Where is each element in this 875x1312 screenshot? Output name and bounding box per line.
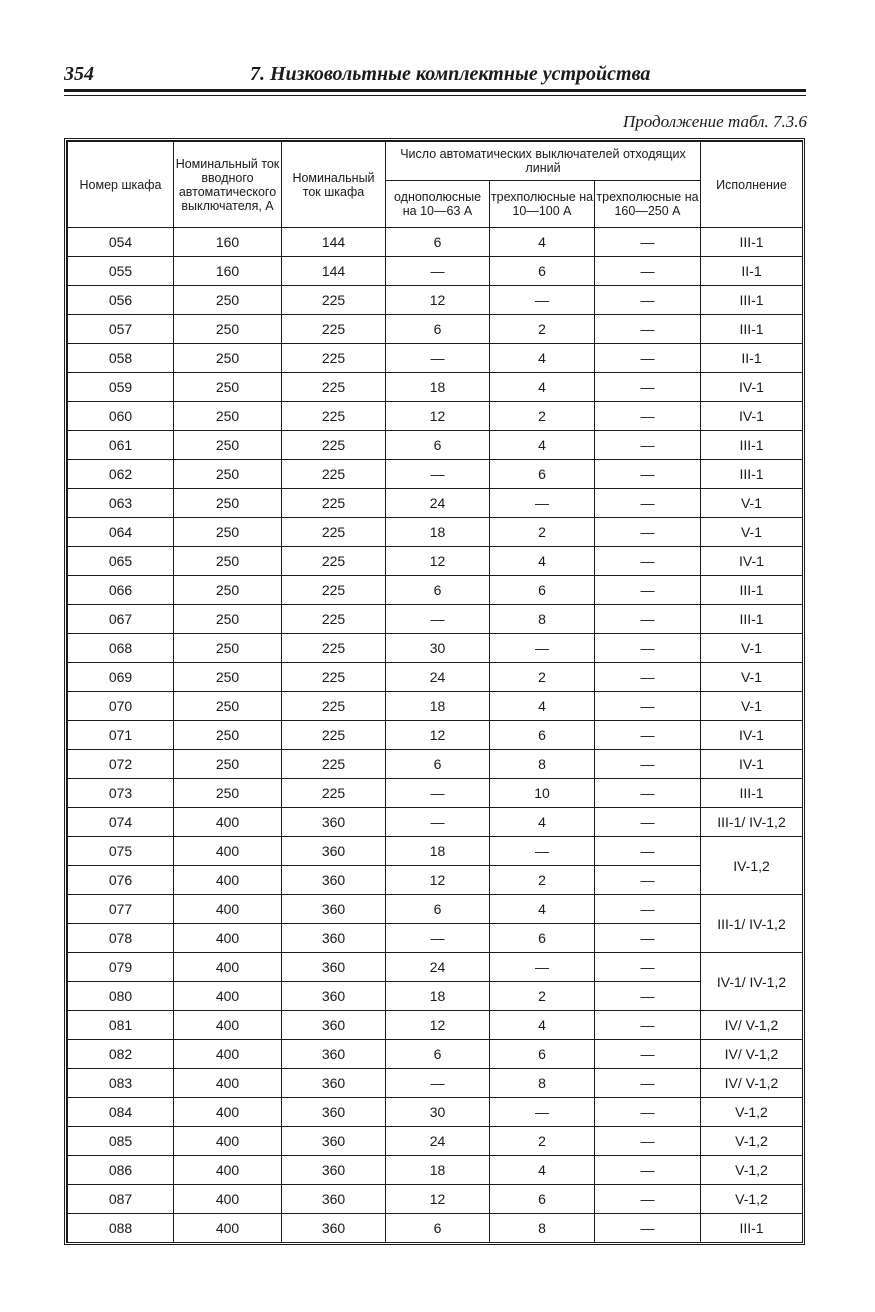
three-pole-100-cell: 2 bbox=[490, 315, 595, 344]
three-pole-250-cell: — bbox=[595, 489, 701, 518]
single-pole-cell: 6 bbox=[386, 315, 490, 344]
header-three-pole-100: трехполюсные на 10—100 А bbox=[490, 181, 595, 228]
table-row bbox=[68, 257, 803, 286]
three-pole-100-cell: 6 bbox=[490, 721, 595, 750]
three-pole-250-cell: — bbox=[595, 547, 701, 576]
cabinet-current-cell: 360 bbox=[282, 1069, 386, 1098]
three-pole-250-cell: — bbox=[595, 1185, 701, 1214]
table-row bbox=[68, 634, 803, 663]
three-pole-250-cell: — bbox=[595, 460, 701, 489]
cabinet-number-cell: 071 bbox=[68, 721, 174, 750]
input-current-cell: 250 bbox=[174, 634, 282, 663]
table-row bbox=[68, 866, 803, 895]
table-row bbox=[68, 518, 803, 547]
version-cell: III-1 bbox=[701, 779, 803, 808]
three-pole-100-cell: 4 bbox=[490, 431, 595, 460]
cabinet-number-cell: 056 bbox=[68, 286, 174, 315]
cabinet-number-cell: 064 bbox=[68, 518, 174, 547]
input-current-cell: 250 bbox=[174, 489, 282, 518]
cabinet-number-cell: 084 bbox=[68, 1098, 174, 1127]
three-pole-250-cell: — bbox=[595, 315, 701, 344]
input-current-cell: 400 bbox=[174, 808, 282, 837]
three-pole-100-cell: 2 bbox=[490, 866, 595, 895]
version-cell: IV-1/ IV-1,2 bbox=[701, 953, 803, 1011]
input-current-cell: 250 bbox=[174, 605, 282, 634]
single-pole-cell: — bbox=[386, 1069, 490, 1098]
three-pole-100-cell: 2 bbox=[490, 663, 595, 692]
three-pole-250-cell: — bbox=[595, 750, 701, 779]
input-current-cell: 250 bbox=[174, 373, 282, 402]
table-row bbox=[68, 547, 803, 576]
table-row bbox=[68, 315, 803, 344]
input-current-cell: 250 bbox=[174, 547, 282, 576]
input-current-cell: 400 bbox=[174, 1214, 282, 1243]
cabinet-number-cell: 065 bbox=[68, 547, 174, 576]
three-pole-250-cell: — bbox=[595, 228, 701, 257]
header-cabinet-current: Номинальный ток шкафа bbox=[282, 142, 386, 228]
three-pole-100-cell: 4 bbox=[490, 692, 595, 721]
cabinet-number-cell: 087 bbox=[68, 1185, 174, 1214]
three-pole-100-cell: 6 bbox=[490, 924, 595, 953]
cabinet-number-cell: 075 bbox=[68, 837, 174, 866]
table-row bbox=[68, 1011, 803, 1040]
input-current-cell: 400 bbox=[174, 1069, 282, 1098]
cabinet-current-cell: 225 bbox=[282, 605, 386, 634]
three-pole-100-cell: 6 bbox=[490, 1185, 595, 1214]
cabinet-current-cell: 360 bbox=[282, 1040, 386, 1069]
cabinet-current-cell: 225 bbox=[282, 402, 386, 431]
version-cell: III-1 bbox=[701, 460, 803, 489]
cabinet-number-cell: 073 bbox=[68, 779, 174, 808]
cabinet-number-cell: 088 bbox=[68, 1214, 174, 1243]
version-cell: V-1,2 bbox=[701, 1156, 803, 1185]
input-current-cell: 400 bbox=[174, 1185, 282, 1214]
three-pole-250-cell: — bbox=[595, 286, 701, 315]
version-cell: III-1 bbox=[701, 286, 803, 315]
version-cell: V-1,2 bbox=[701, 1127, 803, 1156]
cabinet-current-cell: 225 bbox=[282, 721, 386, 750]
cabinet-number-cell: 061 bbox=[68, 431, 174, 460]
input-current-cell: 250 bbox=[174, 721, 282, 750]
page-number: 354 bbox=[64, 63, 94, 85]
three-pole-100-cell: 8 bbox=[490, 750, 595, 779]
cabinet-current-cell: 225 bbox=[282, 634, 386, 663]
cabinet-number-cell: 060 bbox=[68, 402, 174, 431]
version-cell: III-1 bbox=[701, 605, 803, 634]
input-current-cell: 250 bbox=[174, 779, 282, 808]
version-cell: V-1,2 bbox=[701, 1098, 803, 1127]
cabinet-current-cell: 225 bbox=[282, 373, 386, 402]
version-cell: IV-1,2 bbox=[701, 837, 803, 895]
single-pole-cell: 12 bbox=[386, 1185, 490, 1214]
table-row bbox=[68, 721, 803, 750]
input-current-cell: 400 bbox=[174, 837, 282, 866]
table-row bbox=[68, 750, 803, 779]
single-pole-cell: 18 bbox=[386, 692, 490, 721]
cabinet-number-cell: 068 bbox=[68, 634, 174, 663]
three-pole-100-cell: — bbox=[490, 1098, 595, 1127]
three-pole-250-cell: — bbox=[595, 634, 701, 663]
version-cell: III-1 bbox=[701, 431, 803, 460]
table-row bbox=[68, 1040, 803, 1069]
version-cell: III-1 bbox=[701, 576, 803, 605]
version-cell: IV-1 bbox=[701, 373, 803, 402]
cabinet-current-cell: 360 bbox=[282, 1214, 386, 1243]
cabinet-number-cell: 083 bbox=[68, 1069, 174, 1098]
table-body bbox=[68, 228, 803, 1243]
single-pole-cell: 6 bbox=[386, 1040, 490, 1069]
single-pole-cell: 24 bbox=[386, 1127, 490, 1156]
cabinet-number-cell: 055 bbox=[68, 257, 174, 286]
single-pole-cell: 24 bbox=[386, 663, 490, 692]
three-pole-250-cell: — bbox=[595, 866, 701, 895]
three-pole-100-cell: 8 bbox=[490, 605, 595, 634]
input-current-cell: 160 bbox=[174, 257, 282, 286]
header-three-pole-250: трехполюсные на 160—250 А bbox=[595, 181, 701, 228]
cabinet-current-cell: 225 bbox=[282, 286, 386, 315]
input-current-cell: 250 bbox=[174, 460, 282, 489]
three-pole-250-cell: — bbox=[595, 402, 701, 431]
single-pole-cell: 18 bbox=[386, 982, 490, 1011]
table-row bbox=[68, 373, 803, 402]
single-pole-cell: 6 bbox=[386, 576, 490, 605]
single-pole-cell: — bbox=[386, 344, 490, 373]
input-current-cell: 250 bbox=[174, 431, 282, 460]
cabinet-number-cell: 086 bbox=[68, 1156, 174, 1185]
cabinet-number-cell: 066 bbox=[68, 576, 174, 605]
three-pole-250-cell: — bbox=[595, 1156, 701, 1185]
header-rule-thin bbox=[64, 95, 806, 96]
table-row bbox=[68, 1127, 803, 1156]
cabinet-current-cell: 144 bbox=[282, 228, 386, 257]
three-pole-100-cell: — bbox=[490, 634, 595, 663]
table-row bbox=[68, 1098, 803, 1127]
chapter-title: 7. Низковольтные комплектные устройства bbox=[250, 63, 651, 85]
three-pole-250-cell: — bbox=[595, 837, 701, 866]
single-pole-cell: 24 bbox=[386, 489, 490, 518]
cabinet-number-cell: 070 bbox=[68, 692, 174, 721]
version-cell: IV/ V-1,2 bbox=[701, 1069, 803, 1098]
header-breakers-group: Число автоматических выключателей отходящих линий bbox=[386, 142, 701, 181]
input-current-cell: 400 bbox=[174, 1098, 282, 1127]
three-pole-100-cell: 2 bbox=[490, 1127, 595, 1156]
cabinet-current-cell: 360 bbox=[282, 1011, 386, 1040]
table-row bbox=[68, 924, 803, 953]
input-current-cell: 400 bbox=[174, 924, 282, 953]
single-pole-cell: 12 bbox=[386, 1011, 490, 1040]
single-pole-cell: 12 bbox=[386, 286, 490, 315]
cabinet-number-cell: 058 bbox=[68, 344, 174, 373]
version-cell: V-1 bbox=[701, 634, 803, 663]
cabinet-current-cell: 225 bbox=[282, 460, 386, 489]
version-cell: III-1/ IV-1,2 bbox=[701, 808, 803, 837]
table-row bbox=[68, 1185, 803, 1214]
table-row bbox=[68, 431, 803, 460]
cabinet-current-cell: 225 bbox=[282, 547, 386, 576]
cabinet-current-cell: 225 bbox=[282, 779, 386, 808]
single-pole-cell: 18 bbox=[386, 373, 490, 402]
three-pole-100-cell: 6 bbox=[490, 1040, 595, 1069]
cabinet-current-cell: 360 bbox=[282, 982, 386, 1011]
three-pole-250-cell: — bbox=[595, 257, 701, 286]
single-pole-cell: 6 bbox=[386, 895, 490, 924]
single-pole-cell: 30 bbox=[386, 1098, 490, 1127]
cabinet-number-cell: 078 bbox=[68, 924, 174, 953]
three-pole-100-cell: 2 bbox=[490, 982, 595, 1011]
three-pole-100-cell: 8 bbox=[490, 1069, 595, 1098]
table-row bbox=[68, 1156, 803, 1185]
input-current-cell: 250 bbox=[174, 750, 282, 779]
input-current-cell: 400 bbox=[174, 1040, 282, 1069]
input-current-cell: 400 bbox=[174, 1011, 282, 1040]
single-pole-cell: — bbox=[386, 605, 490, 634]
three-pole-250-cell: — bbox=[595, 373, 701, 402]
three-pole-100-cell: 4 bbox=[490, 547, 595, 576]
table-row bbox=[68, 895, 803, 924]
version-cell: II-1 bbox=[701, 344, 803, 373]
cabinet-number-cell: 080 bbox=[68, 982, 174, 1011]
three-pole-100-cell: 6 bbox=[490, 460, 595, 489]
cabinet-current-cell: 225 bbox=[282, 518, 386, 547]
single-pole-cell: — bbox=[386, 808, 490, 837]
table-row bbox=[68, 605, 803, 634]
three-pole-250-cell: — bbox=[595, 431, 701, 460]
version-cell: V-1,2 bbox=[701, 1185, 803, 1214]
version-cell: III-1 bbox=[701, 315, 803, 344]
version-cell: IV/ V-1,2 bbox=[701, 1011, 803, 1040]
cabinet-number-cell: 076 bbox=[68, 866, 174, 895]
version-cell: II-1 bbox=[701, 257, 803, 286]
cabinet-number-cell: 077 bbox=[68, 895, 174, 924]
three-pole-250-cell: — bbox=[595, 1214, 701, 1243]
single-pole-cell: 12 bbox=[386, 721, 490, 750]
cabinet-current-cell: 360 bbox=[282, 866, 386, 895]
input-current-cell: 250 bbox=[174, 286, 282, 315]
single-pole-cell: 24 bbox=[386, 953, 490, 982]
single-pole-cell: — bbox=[386, 257, 490, 286]
header-version: Исполнение bbox=[701, 142, 803, 228]
three-pole-250-cell: — bbox=[595, 808, 701, 837]
three-pole-250-cell: — bbox=[595, 924, 701, 953]
cabinet-number-cell: 079 bbox=[68, 953, 174, 982]
cabinet-number-cell: 062 bbox=[68, 460, 174, 489]
three-pole-100-cell: 6 bbox=[490, 576, 595, 605]
cabinet-current-cell: 360 bbox=[282, 895, 386, 924]
input-current-cell: 400 bbox=[174, 953, 282, 982]
three-pole-100-cell: — bbox=[490, 286, 595, 315]
single-pole-cell: 6 bbox=[386, 750, 490, 779]
version-cell: IV/ V-1,2 bbox=[701, 1040, 803, 1069]
page-header bbox=[64, 60, 806, 92]
input-current-cell: 250 bbox=[174, 663, 282, 692]
cabinet-current-cell: 360 bbox=[282, 953, 386, 982]
three-pole-250-cell: — bbox=[595, 1069, 701, 1098]
single-pole-cell: 6 bbox=[386, 431, 490, 460]
table-continuation-caption: Продолжение табл. 7.3.6 bbox=[622, 112, 807, 131]
input-current-cell: 250 bbox=[174, 402, 282, 431]
three-pole-250-cell: — bbox=[595, 1040, 701, 1069]
cabinet-number-cell: 067 bbox=[68, 605, 174, 634]
version-cell: III-1 bbox=[701, 228, 803, 257]
three-pole-100-cell: — bbox=[490, 837, 595, 866]
three-pole-100-cell: 4 bbox=[490, 895, 595, 924]
table-row bbox=[68, 460, 803, 489]
table-row bbox=[68, 779, 803, 808]
single-pole-cell: — bbox=[386, 779, 490, 808]
three-pole-250-cell: — bbox=[595, 1127, 701, 1156]
table-frame bbox=[64, 138, 805, 1245]
cabinet-current-cell: 225 bbox=[282, 692, 386, 721]
table-row bbox=[68, 228, 803, 257]
three-pole-100-cell: 10 bbox=[490, 779, 595, 808]
version-cell: IV-1 bbox=[701, 547, 803, 576]
table-row bbox=[68, 953, 803, 982]
table-row bbox=[68, 808, 803, 837]
cabinet-current-cell: 360 bbox=[282, 1098, 386, 1127]
table-row bbox=[68, 1069, 803, 1098]
cabinet-current-cell: 360 bbox=[282, 1127, 386, 1156]
cabinet-number-cell: 081 bbox=[68, 1011, 174, 1040]
table-row bbox=[68, 1214, 803, 1243]
version-cell: V-1 bbox=[701, 692, 803, 721]
three-pole-250-cell: — bbox=[595, 1011, 701, 1040]
single-pole-cell: 12 bbox=[386, 402, 490, 431]
cabinet-number-cell: 072 bbox=[68, 750, 174, 779]
version-cell: V-1 bbox=[701, 518, 803, 547]
three-pole-100-cell: 4 bbox=[490, 344, 595, 373]
cabinet-current-cell: 144 bbox=[282, 257, 386, 286]
three-pole-250-cell: — bbox=[595, 576, 701, 605]
single-pole-cell: 12 bbox=[386, 866, 490, 895]
three-pole-250-cell: — bbox=[595, 518, 701, 547]
input-current-cell: 400 bbox=[174, 866, 282, 895]
three-pole-250-cell: — bbox=[595, 663, 701, 692]
table-row bbox=[68, 489, 803, 518]
three-pole-100-cell: 2 bbox=[490, 518, 595, 547]
three-pole-100-cell: 4 bbox=[490, 808, 595, 837]
three-pole-100-cell: 4 bbox=[490, 373, 595, 402]
input-current-cell: 400 bbox=[174, 1127, 282, 1156]
table-row bbox=[68, 344, 803, 373]
version-cell: IV-1 bbox=[701, 750, 803, 779]
single-pole-cell: 30 bbox=[386, 634, 490, 663]
three-pole-250-cell: — bbox=[595, 344, 701, 373]
single-pole-cell: — bbox=[386, 460, 490, 489]
single-pole-cell: 18 bbox=[386, 837, 490, 866]
cabinet-current-cell: 225 bbox=[282, 431, 386, 460]
input-current-cell: 250 bbox=[174, 576, 282, 605]
cabinet-current-cell: 360 bbox=[282, 924, 386, 953]
header-single-pole: однополюсные на 10—63 А bbox=[386, 181, 490, 228]
cabinet-number-cell: 063 bbox=[68, 489, 174, 518]
single-pole-cell: — bbox=[386, 924, 490, 953]
single-pole-cell: 6 bbox=[386, 228, 490, 257]
table-row bbox=[68, 402, 803, 431]
single-pole-cell: 12 bbox=[386, 547, 490, 576]
table-row bbox=[68, 982, 803, 1011]
input-current-cell: 250 bbox=[174, 315, 282, 344]
header-input-current: Номинальный ток вводного автоматического выключателя, А bbox=[174, 142, 282, 228]
cabinet-current-cell: 225 bbox=[282, 344, 386, 373]
input-current-cell: 400 bbox=[174, 982, 282, 1011]
input-current-cell: 400 bbox=[174, 1156, 282, 1185]
cabinet-current-cell: 360 bbox=[282, 1185, 386, 1214]
three-pole-250-cell: — bbox=[595, 779, 701, 808]
input-current-cell: 250 bbox=[174, 518, 282, 547]
table-row bbox=[68, 576, 803, 605]
single-pole-cell: 18 bbox=[386, 1156, 490, 1185]
three-pole-250-cell: — bbox=[595, 895, 701, 924]
cabinet-number-cell: 057 bbox=[68, 315, 174, 344]
three-pole-250-cell: — bbox=[595, 692, 701, 721]
header-cabinet-number: Номер шкафа bbox=[68, 142, 174, 228]
three-pole-100-cell: 4 bbox=[490, 1156, 595, 1185]
three-pole-100-cell: 4 bbox=[490, 228, 595, 257]
three-pole-100-cell: 8 bbox=[490, 1214, 595, 1243]
table-row bbox=[68, 692, 803, 721]
version-cell: V-1 bbox=[701, 663, 803, 692]
three-pole-100-cell: — bbox=[490, 489, 595, 518]
cabinet-number-cell: 054 bbox=[68, 228, 174, 257]
cabinet-number-cell: 074 bbox=[68, 808, 174, 837]
cabinet-current-cell: 360 bbox=[282, 837, 386, 866]
cabinet-current-cell: 225 bbox=[282, 750, 386, 779]
cabinet-current-cell: 225 bbox=[282, 489, 386, 518]
cabinet-current-cell: 360 bbox=[282, 808, 386, 837]
single-pole-cell: 18 bbox=[386, 518, 490, 547]
input-current-cell: 250 bbox=[174, 692, 282, 721]
table-row bbox=[68, 837, 803, 866]
three-pole-250-cell: — bbox=[595, 605, 701, 634]
version-cell: IV-1 bbox=[701, 721, 803, 750]
cabinet-current-cell: 225 bbox=[282, 576, 386, 605]
three-pole-100-cell: 2 bbox=[490, 402, 595, 431]
cabinet-current-cell: 360 bbox=[282, 1156, 386, 1185]
three-pole-250-cell: — bbox=[595, 953, 701, 982]
three-pole-250-cell: — bbox=[595, 982, 701, 1011]
cabinet-number-cell: 069 bbox=[68, 663, 174, 692]
three-pole-250-cell: — bbox=[595, 721, 701, 750]
version-cell: III-1/ IV-1,2 bbox=[701, 895, 803, 953]
cabinet-table bbox=[67, 141, 803, 1243]
three-pole-100-cell: 4 bbox=[490, 1011, 595, 1040]
three-pole-100-cell: 6 bbox=[490, 257, 595, 286]
cabinet-current-cell: 225 bbox=[282, 663, 386, 692]
version-cell: V-1 bbox=[701, 489, 803, 518]
table-row bbox=[68, 663, 803, 692]
cabinet-number-cell: 059 bbox=[68, 373, 174, 402]
single-pole-cell: 6 bbox=[386, 1214, 490, 1243]
table-row bbox=[68, 286, 803, 315]
input-current-cell: 160 bbox=[174, 228, 282, 257]
version-cell: III-1 bbox=[701, 1214, 803, 1243]
input-current-cell: 400 bbox=[174, 895, 282, 924]
three-pole-250-cell: — bbox=[595, 1098, 701, 1127]
cabinet-number-cell: 082 bbox=[68, 1040, 174, 1069]
version-cell: IV-1 bbox=[701, 402, 803, 431]
three-pole-100-cell: — bbox=[490, 953, 595, 982]
cabinet-number-cell: 085 bbox=[68, 1127, 174, 1156]
cabinet-current-cell: 225 bbox=[282, 315, 386, 344]
input-current-cell: 250 bbox=[174, 344, 282, 373]
header-rule bbox=[64, 89, 806, 92]
